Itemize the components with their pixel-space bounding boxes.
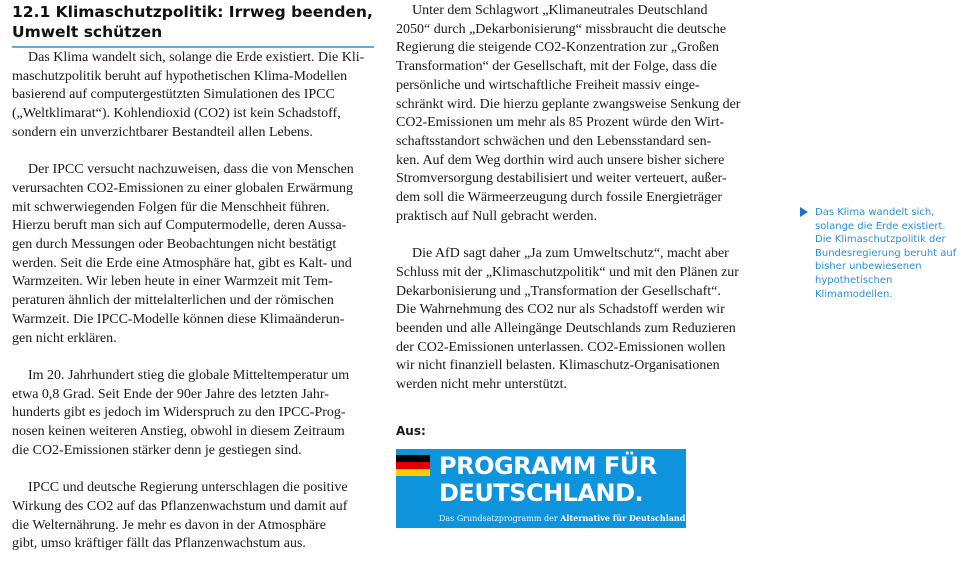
text-line: der CO2-Emissionen unterlassen. CO2-Emissionen wollen (396, 339, 726, 355)
triangle-bullet-icon (800, 207, 808, 217)
text-line: Unter dem Schlagwort „Klimaneutrales Deutschland (412, 3, 708, 18)
german-flag-icon (396, 455, 430, 476)
text-line: die CO2-Emissionen stärker denn je gestiegen sind. (12, 442, 302, 458)
banner-title: PROGRAMM FÜR DEUTSCHLAND. (439, 451, 657, 507)
paragraph (12, 49, 374, 143)
sidebar-line: Bundesregierung beruht auf (815, 247, 957, 259)
text-line: werden nicht mehr unterstützt. (396, 377, 568, 393)
paragraph (12, 161, 374, 348)
text-line: beenden und alle Alleingänge Deutschlands zum Reduzieren (396, 320, 736, 336)
text-line: peraturen ähnlich der mittelalterlichen und der römischen (12, 293, 334, 309)
text-line: gibt, umso kräftiger fällt das Pflanzenwachstum aus. (12, 536, 306, 552)
text-line: Dekarbonisierung und „Transformation der Gesellschaft“. (396, 283, 721, 299)
text-line: nosen keinen weiteren Anstieg, obwohl in diesem Zeitraum (12, 424, 345, 440)
text-line: ken. Auf dem Weg dorthin wird auch unsere bisher sichere (396, 152, 725, 168)
text-line: praktisch auf Null gebracht werden. (396, 208, 597, 224)
source-label: Aus: (396, 423, 426, 438)
text-line: Regierung die steigende CO2-Konzentration zur „Großen (396, 40, 720, 56)
left-column (12, 49, 374, 554)
text-line: Im 20. Jahrhundert stieg die globale Mitteltemperatur um (28, 367, 350, 383)
paragraph (12, 479, 374, 554)
sidebar-line: Das Klima wandelt sich, (815, 207, 935, 218)
text-line: CO2-Emissionen um mehr als 85 Prozent würde den Wirt- (396, 115, 725, 131)
text-line: Die Wahrnehmung des CO2 nur als Schadstoff werden wir (396, 302, 725, 318)
text-line: Das Klima wandelt sich, solange die Erde existiert. Die Kli- (28, 50, 365, 65)
text-line: maschutzpolitik beruht auf hypothetischen Klima-Modellen (12, 68, 348, 84)
text-line: Stromversorgung destabilisiert und weiter verteuert, außer- (396, 171, 727, 187)
text-line: basierend auf computergestützten Simulationen des IPCC (12, 87, 335, 103)
text-line: gen durch Messungen oder Beobachtungen nicht bestätigt (12, 237, 337, 253)
text-line: werden. Seit die Erde eine Atmosphäre hat, gibt es Kalt- und (12, 255, 352, 271)
text-line: schränkt wird. Die hierzu geplante zwangsweise Senkung der (396, 96, 741, 112)
text-line: hunderts gibt es jedoch im Widerspruch zu den IPCC-Prog- (12, 405, 346, 421)
text-line: IPCC und deutsche Regierung unterschlagen die positive (28, 480, 348, 496)
sidebar-line: bisher unbewiesenen (815, 261, 922, 273)
right-column (396, 2, 758, 528)
banner-subtitle: Das Grundsatzprogramm der Alternative für Deutschland. (439, 512, 689, 523)
text-line: („Weltklimarat“). Kohlendioxid (CO2) ist kein Schadstoff, (12, 106, 341, 122)
text-line: schaftsstandort schwächen und den Lebensstandard sen- (396, 133, 712, 149)
text-line: Wirkung des CO2 auf das Pflanzenwachstum und damit auf (12, 498, 348, 514)
text-line: Warmzeiten. Wir leben heute in einer Warmzeit mit Tem- (12, 274, 333, 290)
text-line: Schluss mit der „Klimaschutzpolitik“ und mit den Plänen zur (396, 264, 739, 280)
text-line: sondern ein unverzichtbarer Bestandteil allen Lebens. (12, 124, 313, 140)
text-line: wir nicht finanziell belasten. Klimaschutz-Organisationen (396, 358, 720, 374)
text-line: mit schwerwiegenden Folgen für die Menschheit führen. (12, 199, 330, 215)
text-line: die Welternährung. Je mehr es davon in der Atmosphäre (12, 517, 326, 533)
text-line: gen nicht erklären. (12, 330, 117, 346)
text-line: Warmzeit. Die IPCC-Modelle können diese Klimaänderun- (12, 311, 345, 327)
text-line: Der IPCC versucht nachzuweisen, dass die von Menschen (28, 162, 354, 178)
section-heading: 12.1 Klimaschutzpolitik: Irrweg beenden, Umwelt schützen (12, 2, 374, 48)
paragraph (12, 367, 374, 461)
sidebar-line: Klimamodellen. (815, 288, 893, 300)
text-line: verursachten CO2-Emissionen zu einer globalen Erwärmung (12, 180, 353, 196)
sidebar-line: Die Klimaschutzpolitik der (815, 234, 946, 246)
text-line: 2050“ durch „Dekarbonisierung“ missbraucht die deutsche (396, 21, 727, 37)
program-banner (396, 449, 689, 528)
text-line: dem soll die Wärmeerzeugung durch fossile Energieträger (396, 190, 723, 206)
text-line: Transformation“ der Gesellschaft, mit der Folge, dass die (396, 59, 718, 75)
text-line: Die AfD sagt daher „Ja zum Umweltschutz“, macht aber (412, 246, 729, 262)
paragraph (396, 245, 758, 395)
sidebar-line: hypothetischen (815, 274, 893, 286)
sidebar-line: solange die Erde existiert. (815, 220, 946, 232)
paragraph (396, 2, 758, 226)
text-line: Hierzu beruft man sich auf Computermodelle, deren Aussa- (12, 218, 347, 234)
text-line: persönliche und wirtschaftliche Freiheit massiv einge- (396, 77, 700, 93)
text-line: etwa 0,8 Grad. Seit Ende der 90er Jahre des letzten Jahr- (12, 386, 329, 402)
